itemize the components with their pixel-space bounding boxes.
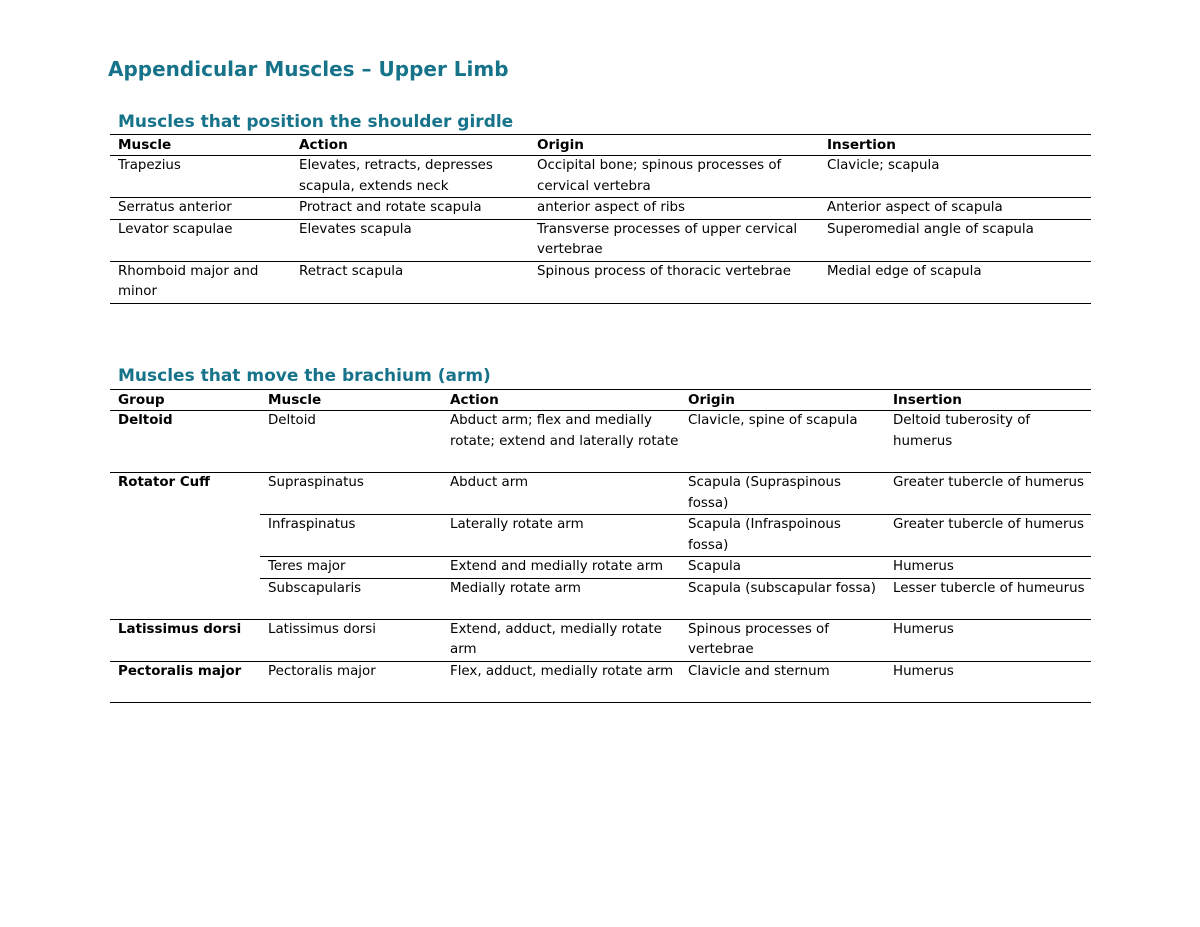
- table-cell: Teres major: [260, 557, 442, 579]
- table-row: [110, 198, 1091, 220]
- column-header: Insertion: [893, 392, 962, 408]
- table-cell: Extend, adduct, medially rotate arm: [450, 621, 662, 657]
- table-cell: Rhomboid major and minor: [118, 263, 259, 299]
- column-header: Origin: [688, 392, 735, 408]
- table-cell: Latissimus dorsi: [268, 621, 376, 637]
- column-header: Muscle: [118, 137, 172, 153]
- table-cell: Abduct arm: [442, 473, 680, 515]
- table-header-row: [110, 135, 1091, 156]
- table-cell: Superomedial angle of scapula: [827, 221, 1034, 237]
- table-cell: Clavicle, spine of scapula: [688, 413, 858, 428]
- table-cell: Scapula (Supraspinous fossa): [680, 473, 885, 515]
- table-row: [110, 473, 1091, 515]
- group-cell: Latissimus dorsi: [118, 621, 242, 637]
- table-cell: Protract and rotate scapula: [299, 200, 482, 215]
- column-header: Insertion: [827, 137, 896, 153]
- table-cell: Greater tubercle of humerus: [885, 515, 1091, 557]
- table-row: [110, 156, 1091, 198]
- column-header: Action: [450, 392, 499, 408]
- table-cell: Scapula (subscapular fossa): [688, 580, 876, 596]
- table-cell: Greater tubercle of humerus: [885, 473, 1091, 515]
- group-cell: Deltoid: [118, 413, 173, 428]
- brachium-table: [110, 389, 1091, 703]
- table-cell: Pectoralis major: [268, 663, 376, 679]
- shoulder-girdle-table: [110, 134, 1091, 304]
- table-cell: Serratus anterior: [118, 200, 232, 215]
- table-cell: Levator scapulae: [118, 221, 233, 237]
- table-cell: Medial edge of scapula: [827, 263, 982, 279]
- table-cell: Extend and medially rotate arm: [442, 557, 680, 579]
- group-cell: [110, 557, 260, 579]
- group-cell: Pectoralis major: [118, 663, 242, 679]
- table-cell: Scapula (Infraspoinous fossa): [680, 515, 885, 557]
- table-row: [110, 411, 1091, 473]
- table-cell: Scapula: [680, 557, 885, 579]
- table-cell: Occipital bone; spinous processes of cervical vertebra: [537, 158, 782, 194]
- column-header: Origin: [537, 137, 584, 153]
- table-cell: Retract scapula: [299, 263, 404, 279]
- brachium-section-heading: Muscles that move the brachium (arm): [118, 366, 491, 386]
- table-cell: Deltoid tuberosity of humerus: [893, 413, 1031, 449]
- table-cell: Clavicle and sternum: [688, 663, 830, 679]
- table-cell: Abduct arm; flex and medially rotate; extend and laterally rotate: [450, 413, 679, 449]
- table-row: [110, 261, 1091, 303]
- table-cell: Laterally rotate arm: [442, 515, 680, 557]
- table-row: [110, 661, 1091, 702]
- column-header: Group: [118, 392, 165, 408]
- table-cell: anterior aspect of ribs: [537, 200, 686, 215]
- table-cell: Spinous processes of vertebrae: [688, 621, 829, 657]
- group-cell: [110, 515, 260, 557]
- group-cell: [110, 578, 260, 619]
- table-cell: Elevates scapula: [299, 221, 412, 237]
- table-cell: Trapezius: [118, 158, 181, 173]
- shoulder-section-heading: Muscles that position the shoulder girdle: [118, 112, 514, 132]
- table-cell: Lesser tubercle of humeurus: [893, 580, 1085, 596]
- table-cell: Flex, adduct, medially rotate arm: [450, 663, 674, 679]
- group-cell: Rotator Cuff: [118, 475, 211, 490]
- table-cell: Subscapularis: [268, 580, 362, 596]
- table-row: [110, 578, 1091, 619]
- page-title: Appendicular Muscles – Upper Limb: [108, 57, 509, 81]
- table-row: [110, 619, 1091, 661]
- table-cell: Deltoid: [268, 413, 316, 428]
- table-cell: Humerus: [885, 557, 1091, 579]
- table-row: [110, 219, 1091, 261]
- table-cell: Medially rotate arm: [450, 580, 581, 596]
- table-cell: Spinous process of thoracic vertebrae: [537, 263, 791, 279]
- table-row: [110, 515, 1091, 557]
- column-header: Action: [299, 137, 348, 153]
- table-cell: Humerus: [893, 663, 954, 679]
- table-cell: Elevates, retracts, depresses scapula, extends neck: [299, 158, 493, 194]
- table-cell: Infraspinatus: [260, 515, 442, 557]
- table-cell: Clavicle; scapula: [827, 158, 940, 173]
- table-row: [110, 557, 1091, 579]
- table-cell: Anterior aspect of scapula: [827, 200, 1003, 215]
- table-cell: Supraspinatus: [260, 473, 442, 515]
- column-header: Muscle: [268, 392, 322, 408]
- table-cell: Transverse processes of upper cervical vertebrae: [537, 221, 798, 257]
- table-header-row: [110, 390, 1091, 411]
- table-cell: Humerus: [893, 621, 954, 637]
